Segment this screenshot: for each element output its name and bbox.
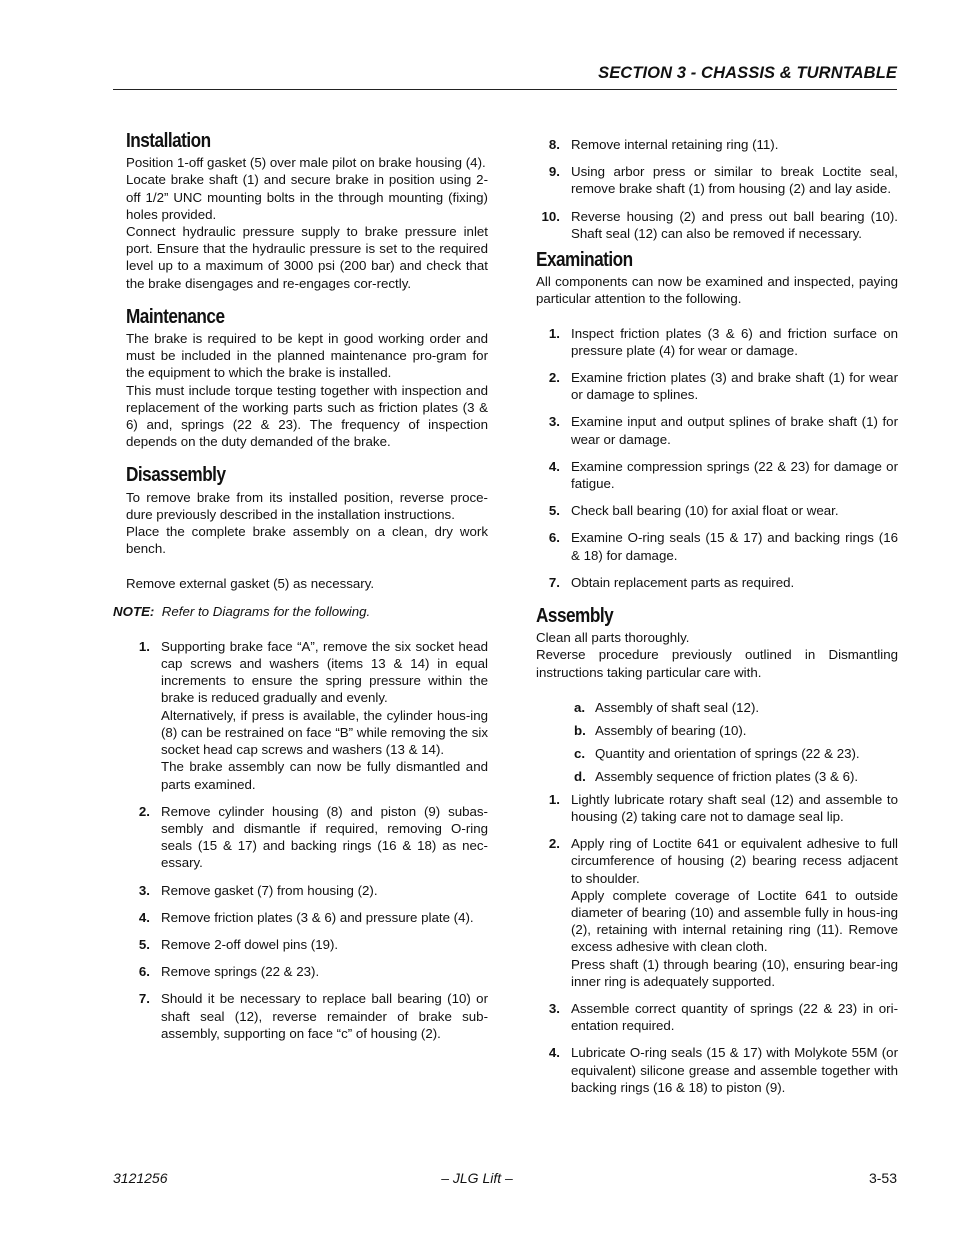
list-item [536, 768, 898, 785]
step-number: 9. [548, 164, 560, 180]
step-text: Remove cylinder housing (8) and piston (9) subas-sembly and dismantle if required, removing O-ring seals (15 & 17) and backing rings (16 & 18) as nec-essary. [161, 803, 488, 871]
step-number: 2. [548, 370, 560, 386]
list-item [536, 1044, 898, 1096]
footer-document-number: 3121256 [113, 1170, 168, 1186]
examination-section [536, 249, 898, 591]
disassembly-heading: Disassembly [126, 464, 226, 487]
item-letter: c. [574, 745, 586, 761]
installation-section [126, 130, 488, 292]
step-number: 3. [138, 882, 150, 898]
maintenance-paragraph: This must include torque testing together with inspection and replacement of the working parts such as friction plates (3 & 6) and, springs (22 & 23). The frequency of inspection depends on the duty demanded of the brake. [126, 382, 488, 450]
step-number: 2. [138, 803, 150, 819]
step-number: 2. [548, 836, 560, 852]
installation-paragraph: Connect hydraulic pressure supply to brake pressure inlet port. Ensure that the hydraulic pressure is set to the required level up to a maximum of 3000 psi (200 bar) and check that the brake disengages and re-engages cor-rectly. [126, 224, 488, 291]
step-number: 5. [548, 503, 560, 519]
footer-publisher: – JLG Lift – [441, 1170, 513, 1186]
footer-page-number: 3-53 [868, 1170, 897, 1186]
disassembly-steps-list [126, 638, 488, 1042]
right-column [536, 136, 898, 1106]
step-text: Remove internal retaining ring (11). [571, 137, 779, 152]
step-text: Obtain replacement parts as required. [571, 574, 795, 590]
note-text: Refer to Diagrams for the following. [161, 603, 371, 619]
step-text: Remove springs (22 & 23). [161, 964, 320, 980]
step-text: Supporting brake face “A”, remove the six socket head cap screws and washers (items 13 & 14) in equal increments to ensure the spring pressure within the brake is reduced gradually and evenly. [161, 638, 488, 706]
list-item [126, 909, 488, 926]
note-label: NOTE: [113, 603, 155, 619]
step-text: Apply ring of Loctite 641 or equivalent adhesive to full circumference of housing (2) bearing recess adjacent to shoulder. [571, 836, 898, 886]
step-number: 4. [548, 1045, 560, 1061]
item-letter: a. [574, 699, 586, 715]
step-number: 1. [138, 638, 150, 654]
step-text: Inspect friction plates (3 & 6) and friction surface on pressure plate (4) for wear or damage. [571, 325, 898, 358]
list-item [536, 325, 898, 359]
step-text: Using arbor press or similar to break Loctite seal, remove brake shaft (1) from housing (2) and lay aside. [571, 164, 898, 197]
installation-paragraph: Position 1-off gasket (5) over male pilot on brake housing (4). [126, 155, 486, 171]
list-item [126, 963, 488, 980]
step-text: The brake assembly can now be fully dismantled and parts examined. [161, 759, 488, 792]
list-item [536, 722, 898, 739]
examination-heading: Examination [536, 249, 633, 272]
assembly-intro: Clean all parts thoroughly. [536, 630, 690, 646]
step-text: Lubricate O-ring seals (15 & 17) with Molykote 55M (or equivalent) silicone grease and assemble together with backing rings (16 & 18) to piston (9). [571, 1045, 898, 1095]
list-item [126, 882, 488, 899]
step-text: Press shaft (1) through bearing (10), ensuring bear-ing inner ring is adequately supported. [571, 956, 898, 989]
step-number: 1. [548, 791, 560, 807]
item-text: Assembly sequence of friction plates (3 & 6). [595, 768, 859, 784]
step-text: Should it be necessary to replace ball bearing (10) or shaft seal (12), reverse remainder of brake sub-assembly, supporting on face “c” of housing (2). [161, 991, 488, 1041]
step-number: 3. [548, 1000, 560, 1016]
assembly-heading: Assembly [536, 605, 614, 628]
step-text: Lightly lubricate rotary shaft seal (12) and assemble to housing (2) taking care not to damage seal lip. [571, 791, 898, 824]
step-number: 7. [548, 574, 560, 590]
list-item [126, 936, 488, 953]
step-text: Examine O-ring seals (15 & 17) and backing rings (16 & 18) for damage. [571, 530, 898, 563]
item-text: Assembly of shaft seal (12). [595, 699, 760, 715]
step-text: Examine compression springs (22 & 23) for damage or fatigue. [571, 458, 898, 492]
list-item [536, 163, 898, 197]
step-text: Check ball bearing (10) for axial float or wear. [571, 503, 839, 519]
disassembly-paragraph: Place the complete brake assembly on a clean, dry work bench. [126, 524, 488, 557]
step-text: Alternatively, if press is available, the cylinder hous-ing (8) can be restrained on face “B” while removing the six socket head cap screws and washers (13 & 14). [161, 707, 488, 758]
step-text: Remove 2-off dowel pins (19). [161, 936, 339, 952]
list-item [536, 502, 898, 519]
step-number: 7. [138, 991, 150, 1007]
step-number: 3. [548, 414, 560, 430]
item-text: Quantity and orientation of springs (22 & 23). [595, 745, 860, 761]
step-text: Apply complete coverage of Loctite 641 to outside diameter of bearing (10) and assemble fully in hous-ing (2), retaining with internal retaining ring (11). Remove excess adhesive with clean cloth. [571, 887, 898, 955]
step-text: Remove friction plates (3 & 6) and pressure plate (4). [161, 909, 474, 925]
item-letter: d. [574, 768, 586, 784]
step-number: 10. [541, 208, 560, 224]
list-item [126, 990, 488, 1042]
step-number: 6. [138, 964, 150, 980]
examination-intro: All components can now be examined and inspected, paying particular attention to the following. [536, 274, 898, 307]
list-item [536, 835, 898, 990]
item-text: Assembly of bearing (10). [595, 722, 747, 738]
step-text: Remove gasket (7) from housing (2). [161, 882, 378, 898]
step-text: Examine input and output splines of brake shaft (1) for wear or damage. [571, 414, 898, 447]
examination-steps-list [536, 325, 898, 591]
disassembly-paragraph: To remove brake from its installed position, reverse proce-dure previously described in the installation instructions. [126, 489, 488, 522]
list-item [536, 208, 898, 242]
list-item [536, 574, 898, 591]
section-header-title: SECTION 3 - CHASSIS & TURNTABLE [598, 64, 897, 82]
list-item [536, 413, 898, 447]
step-number: 4. [138, 909, 150, 925]
note [113, 603, 488, 620]
assembly-section [536, 605, 898, 1096]
installation-paragraph: Locate brake shaft (1) and secure brake in position using 2-off 1/2” UNC mounting bolts in the through mounting (fixing) holes provided. [126, 172, 488, 222]
assembly-care-list [536, 699, 898, 785]
step-text: Reverse housing (2) and press out ball bearing (10). Shaft seal (12) can also be removed if necessary. [571, 208, 898, 241]
list-item [536, 1000, 898, 1034]
step-number: 5. [138, 936, 150, 952]
item-letter: b. [574, 722, 586, 738]
maintenance-heading: Maintenance [126, 305, 225, 328]
list-item [536, 369, 898, 403]
list-item [536, 458, 898, 492]
step-number: 8. [548, 137, 560, 152]
maintenance-section [126, 305, 488, 451]
assembly-intro: Reverse procedure previously outlined in Dismantling instructions taking particular care with. [536, 647, 898, 680]
step-number: 6. [548, 530, 560, 546]
list-item [536, 699, 898, 716]
installation-heading: Installation [126, 130, 211, 152]
disassembly-steps-continued [536, 136, 898, 242]
step-text: Assemble correct quantity of springs (22 & 23) in ori-entation required. [571, 1000, 898, 1034]
disassembly-extra: Remove external gasket (5) as necessary. [126, 576, 375, 592]
maintenance-paragraph: The brake is required to be kept in good working order and must be included in the planned maintenance pro-gram for the equipment to which the brake is installed. [126, 331, 488, 381]
list-item [536, 136, 898, 153]
left-column [113, 130, 488, 1052]
disassembly-section [113, 464, 488, 1041]
list-item [126, 803, 488, 872]
list-item [536, 791, 898, 825]
list-item [536, 745, 898, 762]
assembly-steps-list [536, 791, 898, 1096]
header-rule [113, 89, 897, 90]
step-text: Examine friction plates (3) and brake shaft (1) for wear or damage to splines. [571, 370, 898, 403]
step-number: 1. [548, 325, 560, 341]
list-item [536, 529, 898, 563]
list-item [126, 638, 488, 793]
step-number: 4. [548, 458, 560, 474]
